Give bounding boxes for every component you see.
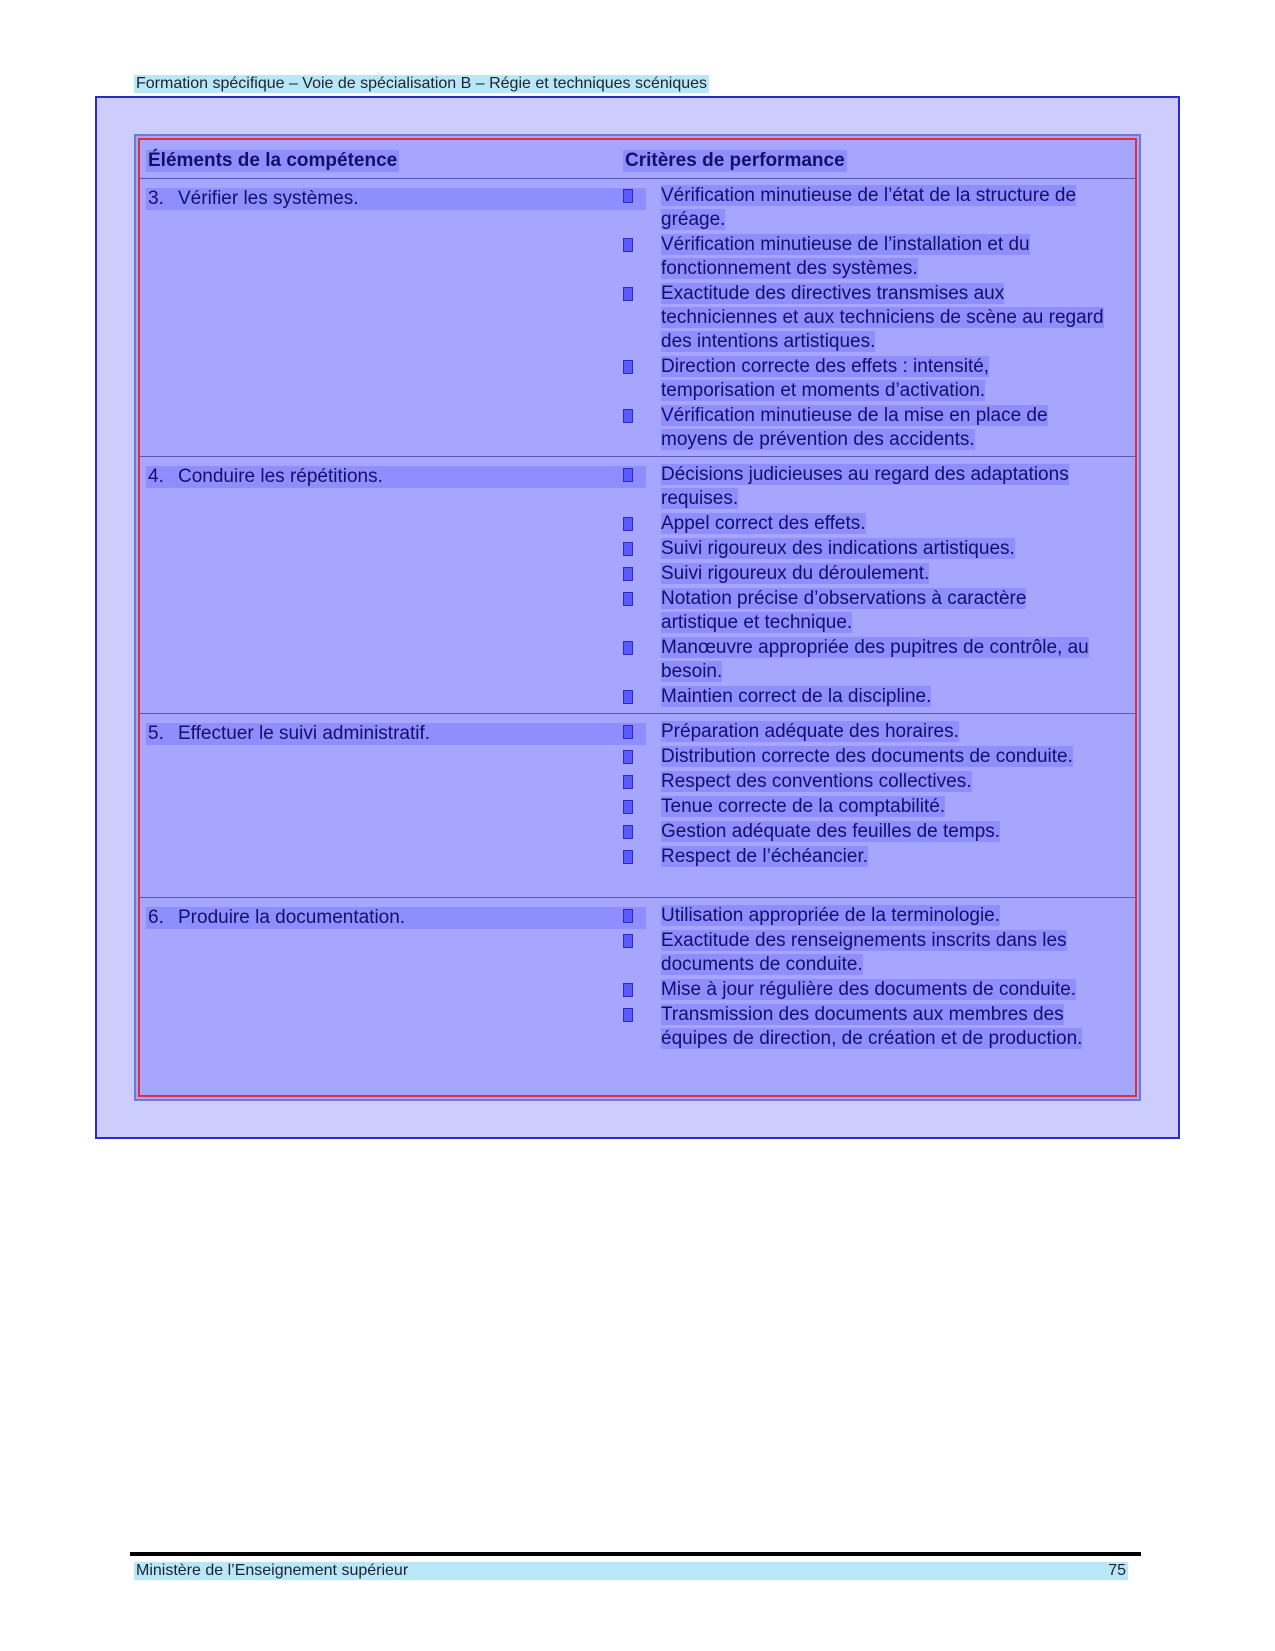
bullet-icon <box>623 934 633 948</box>
bullet-icon <box>623 567 633 581</box>
bullet-icon <box>623 517 633 531</box>
criterion-item: Appel correct des effets. <box>623 512 1105 536</box>
criterion-item: Tenue correcte de la comptabilité. <box>623 795 1105 819</box>
bullet-icon <box>623 1008 633 1022</box>
criterion-item: Utilisation appropriée de la terminologie. <box>623 904 1105 928</box>
row-divider <box>140 713 1135 714</box>
criterion-item: Transmission des documents aux membres des équipes de direction, de création et de production. <box>623 1003 1105 1051</box>
criterion-item: Suivi rigoureux des indications artistiques. <box>623 537 1105 561</box>
competence-table-inner <box>138 138 1137 1097</box>
criterion-item: Direction correcte des effets : intensité, temporisation et moments d’activation. <box>623 355 1105 403</box>
criterion-item: Vérification minutieuse de l’installation et du fonctionnement des systèmes. <box>623 233 1105 281</box>
criterion-item: Exactitude des renseignements inscrits dans les documents de conduite. <box>623 929 1105 977</box>
row-divider <box>140 897 1135 898</box>
footer-publisher: Ministère de l’Enseignement supérieur <box>136 1562 409 1579</box>
criteria-list-row-6 <box>623 904 1105 1052</box>
bullet-icon <box>623 287 633 301</box>
bullet-icon <box>623 909 633 923</box>
criterion-item: Maintien correct de la discipline. <box>623 685 1105 709</box>
running-header: Formation spécifique – Voie de spécialisation B – Régie et techniques scéniques <box>136 75 708 92</box>
bullet-icon <box>623 542 633 556</box>
bullet-icon <box>623 189 633 203</box>
bullet-icon <box>623 592 633 606</box>
criterion-item: Exactitude des directives transmises aux techniciennes et aux techniciens de scène au regard des intentions artistiques. <box>623 282 1105 354</box>
row-divider <box>140 456 1135 457</box>
bullet-icon <box>623 800 633 814</box>
criterion-item: Préparation adéquate des horaires. <box>623 720 1105 744</box>
criteria-list-row-3 <box>623 184 1105 453</box>
criterion-item: Suivi rigoureux du déroulement. <box>623 562 1105 586</box>
bullet-icon <box>623 238 633 252</box>
criterion-item: Distribution correcte des documents de conduite. <box>623 745 1105 769</box>
bullet-icon <box>623 850 633 864</box>
bullet-icon <box>623 468 633 482</box>
bullet-icon <box>623 725 633 739</box>
bullet-icon <box>623 690 633 704</box>
criterion-item: Respect des conventions collectives. <box>623 770 1105 794</box>
criteria-list-row-5 <box>623 720 1105 870</box>
bullet-icon <box>623 409 633 423</box>
bullet-icon <box>623 775 633 789</box>
bullet-icon <box>623 641 633 655</box>
criterion-item: Vérification minutieuse de la mise en place de moyens de prévention des accidents. <box>623 404 1105 452</box>
page-number: 75 <box>1108 1562 1126 1579</box>
footer <box>134 1562 1128 1580</box>
bullet-icon <box>623 825 633 839</box>
element-row-4: 4. Conduire les répétitions. <box>146 466 646 488</box>
criterion-item: Gestion adéquate des feuilles de temps. <box>623 820 1105 844</box>
criterion-item: Respect de l’échéancier. <box>623 845 1105 869</box>
row-divider <box>140 178 1135 179</box>
element-row-5: 5. Effectuer le suivi administratif. <box>146 723 646 745</box>
element-row-3: 3. Vérifier les systèmes. <box>146 188 646 210</box>
competence-table <box>134 134 1141 1101</box>
column-header-criteria: Critères de performance <box>625 150 845 171</box>
criterion-item: Manœuvre appropriée des pupitres de contrôle, au besoin. <box>623 636 1105 684</box>
criterion-item: Mise à jour régulière des documents de conduite. <box>623 978 1105 1002</box>
criterion-item: Vérification minutieuse de l’état de la structure de gréage. <box>623 184 1105 232</box>
criteria-list-row-4 <box>623 463 1105 710</box>
criterion-item: Décisions judicieuses au regard des adaptations requises. <box>623 463 1105 511</box>
element-row-6: 6. Produire la documentation. <box>146 907 646 929</box>
criterion-item: Notation précise d’observations à caractère artistique et technique. <box>623 587 1105 635</box>
footer-rule <box>130 1552 1141 1556</box>
column-header-elements: Éléments de la compétence <box>148 150 398 171</box>
bullet-icon <box>623 360 633 374</box>
bullet-icon <box>623 983 633 997</box>
bullet-icon <box>623 750 633 764</box>
